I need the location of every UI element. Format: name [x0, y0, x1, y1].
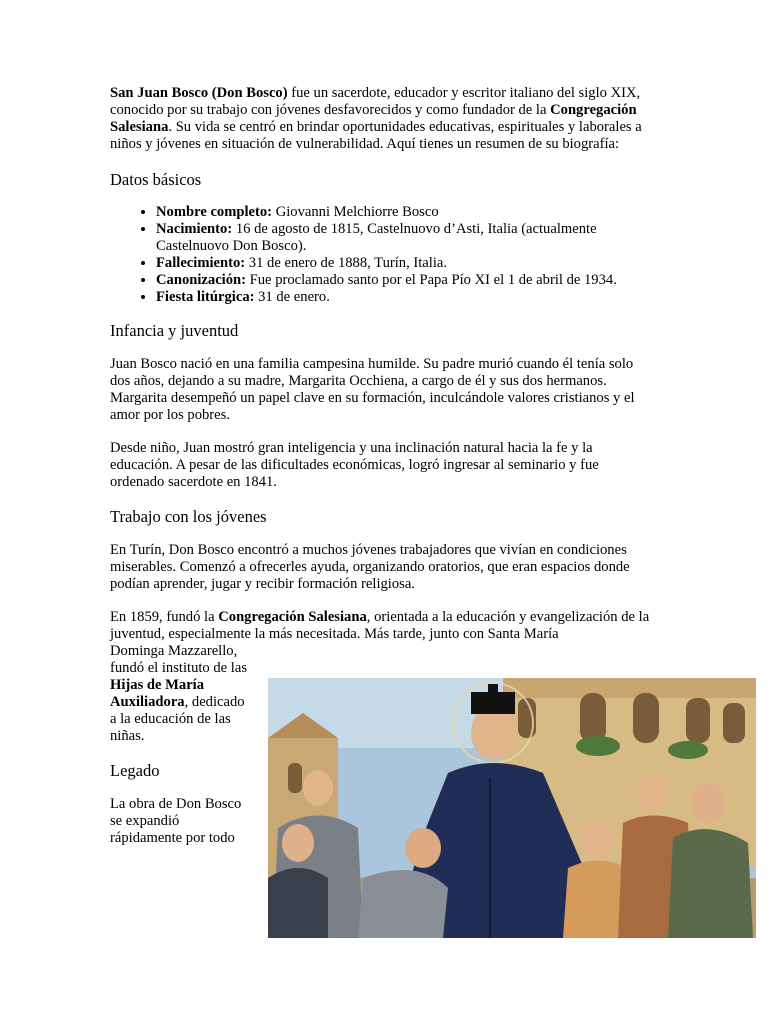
list-item: • Nacimiento: 16 de agosto de 1815, Castelnuovo d’Asti, Italia (actualmente Castelnuovo Don Bosco). — [156, 221, 655, 255]
list-item: • Fallecimiento: 31 de enero de 1888, Turín, Italia. — [156, 255, 655, 272]
list-item: • Fiesta litúrgica: 31 de enero. — [156, 289, 655, 306]
saint-name: San Juan Bosco (Don Bosco) — [110, 85, 288, 101]
list-item: • Nombre completo: Giovanni Melchiorre Bosco — [156, 204, 655, 221]
section-heading-datos: Datos básicos — [110, 170, 202, 189]
intro-paragraph: San Juan Bosco (Don Bosco) fue un sacerdote, educador y escritor italiano del siglo XIX, conocido por su trabajo con jóvenes desfavorecidos y como fundador de la Congregación Salesiana. Su vida se centró en brindar oportunidades educativas, espirituales y laborales a niños y jóvenes en situación de vulnerabilidad. Aquí tienes un resumen de su biografía: — [110, 85, 642, 152]
section-heading-infancia: Infancia y juventud — [110, 321, 239, 340]
trabajo-paragraph-2: En 1859, fundó la Congregación Salesiana, orientada a la educación y evangelización de la juventud, especialmente la más necesitada. Más tarde, junto con Santa María — [110, 609, 650, 642]
legado-paragraph: La obra de Don Bosco se expandió rápidamente por todo — [110, 796, 242, 846]
list-item: • Canonización: Fue proclamado santo por el Papa Pío XI el 1 de abril de 1934. — [156, 272, 655, 289]
section-heading-trabajo: Trabajo con los jóvenes — [110, 507, 267, 526]
datos-list — [110, 204, 655, 306]
trabajo-paragraph-1: En Turín, Don Bosco encontró a muchos jóvenes trabajadores que vivían en condiciones miserables. Comenzó a ofrecerles ayuda, organizando oratorios, que eran espacios donde podían aprender, jugar y recibir formación religiosa. — [110, 542, 630, 592]
boy-figure — [303, 770, 333, 806]
infancia-paragraph-2: Desde niño, Juan mostró gran inteligencia y una inclinación natural hacia la fe y la educación. A pesar de las dificultades económicas, logró ingresar al seminario y fue ordenado sacerdote en 1841. — [110, 440, 599, 490]
don-bosco-painting — [268, 678, 756, 938]
congregation-name: Congregación Salesiana — [110, 102, 637, 135]
trabajo-wrapped-text: Dominga Mazzarello, fundó el instituto de las Hijas de María Auxiliadora, dedicado a la educación de las niñas. — [110, 643, 248, 744]
section-heading-legado: Legado — [110, 761, 160, 780]
infancia-paragraph-1: Juan Bosco nació en una familia campesina humilde. Su padre murió cuando él tenía solo dos años, dejando a su madre, Margarita Occhiena, a cargo de él y sus dos hermanos. Margarita desempeñó un papel clave en su formación, inculcándole valores cristianos y el amor por los pobres. — [110, 356, 635, 423]
